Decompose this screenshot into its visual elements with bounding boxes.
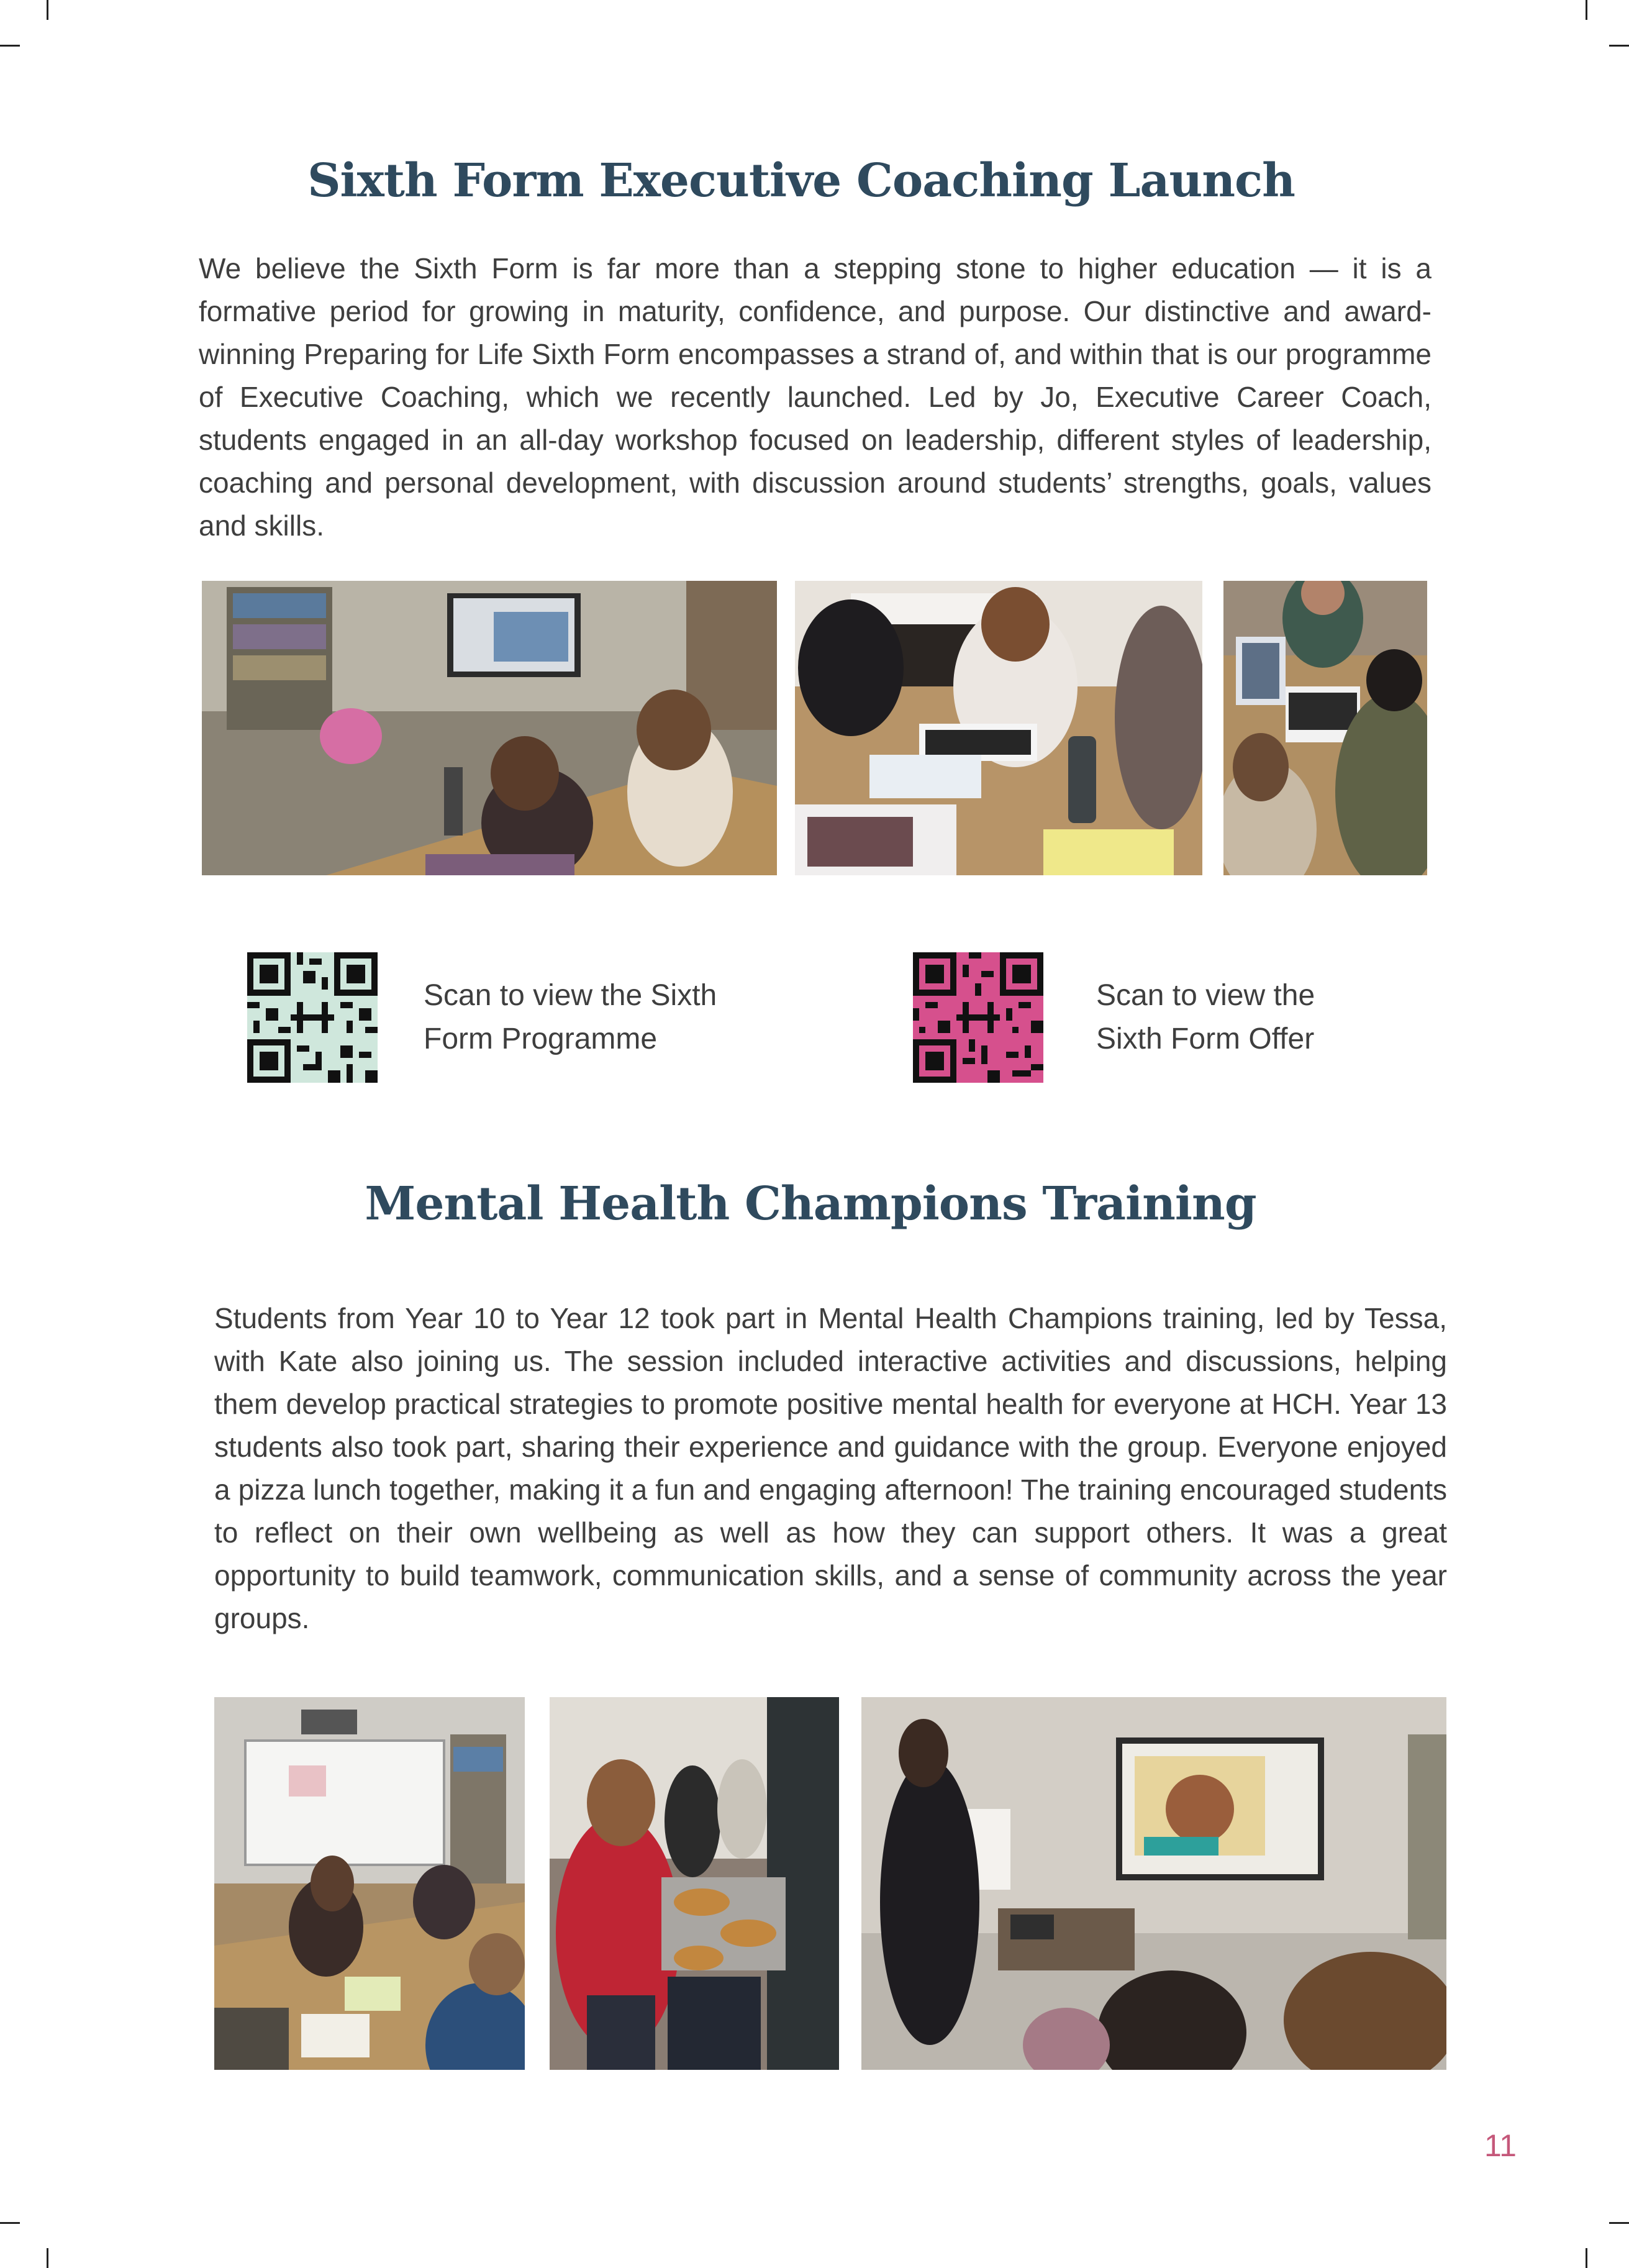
pizza-lunch-photo bbox=[550, 1697, 839, 2070]
crop-mark bbox=[1586, 2248, 1587, 2268]
crop-mark bbox=[0, 2222, 20, 2224]
classroom-workshop-photo bbox=[202, 581, 777, 875]
qr-caption-line: Scan to view the bbox=[1096, 979, 1315, 1012]
crop-mark bbox=[1609, 45, 1629, 47]
section-title-executive-coaching: Sixth Form Executive Coaching Launch bbox=[307, 154, 1295, 207]
crop-mark bbox=[47, 2248, 48, 2268]
section-paragraph-executive-coaching: We believe the Sixth Form is far more than a stepping stone to higher education — it is a formative period for growing in maturity, confidence, and purpose. Our distinctive and award-winning Preparing for Life Sixth Form encompasses a strand of, and within that is our programme of Executive Coaching, which we recently launched. Led by Jo, Executive Career Coach, students engaged in an all-day workshop focused on leadership, different styles of leadership, coaching and personal development, with discussion around students’ strengths, goals, values and skills. bbox=[199, 252, 1432, 542]
qr-caption-line: Sixth Form Offer bbox=[1096, 1022, 1315, 1055]
students-at-table-photo bbox=[795, 581, 1202, 875]
qr-code-sixth-form-programme[interactable] bbox=[247, 952, 378, 1083]
qr-caption-line: Scan to view the Sixth bbox=[424, 979, 717, 1012]
section-paragraph-mental-health: Students from Year 10 to Year 12 took part in Mental Health Champions training, led by Tessa, with Kate also joining us. The session included interactive activities and discussions, helping them develop practical strategies to promote positive mental health for everyone at HCH. Year 13 students also took part, sharing their experience and guidance with the group. Everyone enjoyed a pizza lunch together, making it a fun and engaging afternoon! The training encouraged students to reflect on their own wellbeing as well as how they can support others. It was a great opportunity to build teamwork, communication skills, and a sense of community across the year groups. bbox=[214, 1302, 1447, 1634]
section-title-mental-health: Mental Health Champions Training bbox=[365, 1177, 1256, 1231]
page-number: 11 bbox=[1484, 2128, 1517, 2163]
qr-code-sixth-form-offer[interactable] bbox=[913, 952, 1043, 1083]
crop-mark bbox=[0, 45, 20, 47]
crop-mark bbox=[47, 0, 48, 20]
crop-mark bbox=[1609, 2222, 1629, 2224]
qr-caption-sixth-form-programme bbox=[424, 974, 717, 1061]
students-sorting-cards-photo bbox=[1223, 581, 1427, 875]
crop-mark bbox=[1586, 0, 1587, 20]
classroom-group-photo bbox=[214, 1697, 525, 2070]
qr-caption-sixth-form-offer bbox=[1096, 974, 1315, 1061]
qr-caption-line: Form Programme bbox=[424, 1022, 658, 1055]
screen-presentation-photo bbox=[861, 1697, 1446, 2070]
